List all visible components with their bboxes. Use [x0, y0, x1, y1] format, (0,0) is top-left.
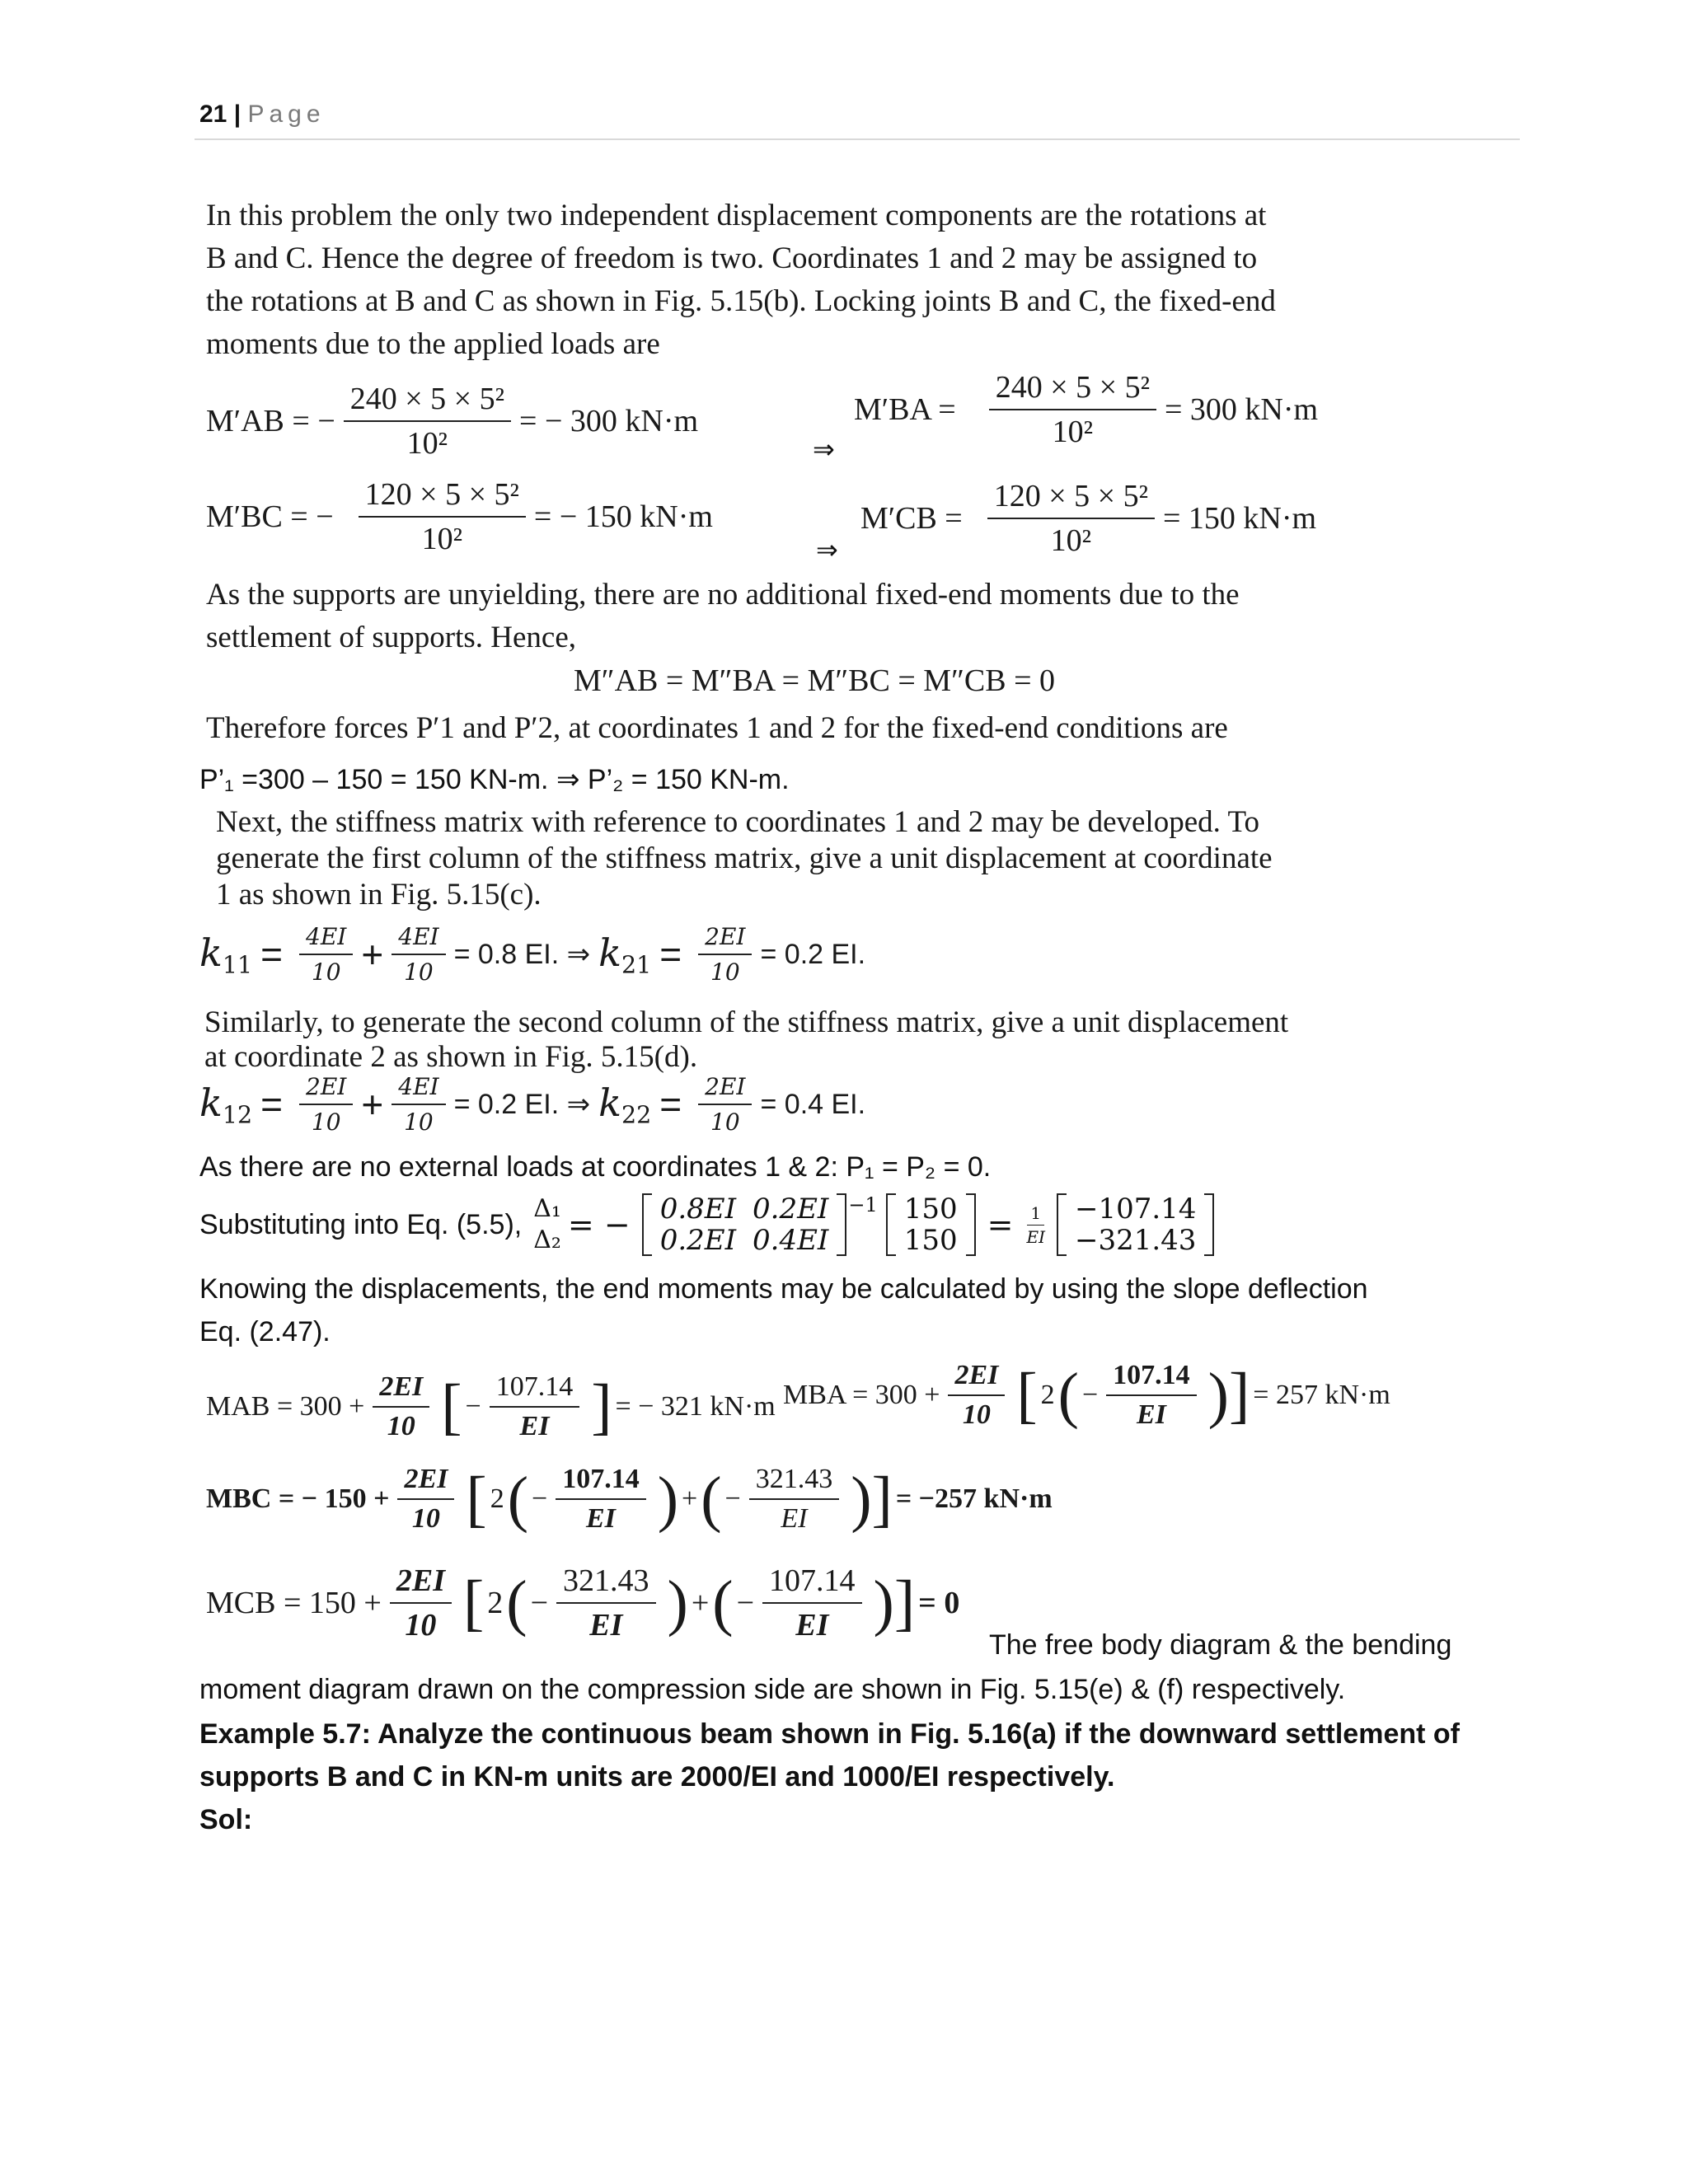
external-loads-line: As there are no external loads at coordinates 1 & 2: P₁ = P₂ = 0.: [199, 1151, 992, 1183]
mbc-equation: MBC = − 150 + $\frac{2EI}{10}$ [ 2 ( − $\frac{107.14}{EI}$ ) + ( − $\frac{321.43}{EI}$ )] = −257 kN·m: [206, 1464, 1053, 1534]
zero-moments-equation: [574, 663, 1055, 699]
inverse-exponent: −1: [848, 1193, 878, 1216]
implies-arrow: ⇒: [816, 534, 838, 565]
eq-lhs: M′BC = −: [206, 499, 334, 534]
page-number: 21: [199, 101, 227, 128]
fraction: $\frac{2EI}{10}$: [948, 1360, 1005, 1431]
text-line: In this problem the only two independent displacement components are the rotations at: [206, 199, 1267, 232]
eq-result: = 0.4 EI.: [760, 1088, 866, 1120]
numerator: 120 × 5 × 5²: [987, 478, 1155, 519]
eq-text: M″AB = M″BA = M″BC = M″CB = 0: [574, 663, 1056, 698]
fraction: $\frac{321.43}{EI}$: [749, 1464, 840, 1535]
fraction: $\frac{1}{EI}$: [1026, 1202, 1045, 1247]
eq-result: = 0: [918, 1586, 960, 1620]
eq-lhs: MBC = − 150 +: [206, 1483, 390, 1514]
fraction: $\frac{4EI}{10}$: [392, 1073, 445, 1136]
equals-minus: = −: [567, 1207, 631, 1243]
eq-lhs: M′CB =: [860, 501, 963, 536]
forces-paragraph: Therefore forces P′1 and P′2, at coordinates 1 and 2 for the fixed-end conditions are: [206, 711, 1228, 745]
fem-bc-equation: [206, 476, 713, 557]
intro-paragraph: [206, 194, 1508, 366]
text-line: generate the first column of the stiffness matrix, give a unit displacement at coordinate: [216, 841, 1273, 875]
numerator: 120 × 5 × 5²: [359, 476, 526, 518]
text-line: the rotations at B and C as shown in Fig. 5.15(b). Locking joints B and C, the fixed-end: [206, 284, 1276, 318]
eq-result: = 300 kN·m: [1165, 392, 1319, 427]
header-rule: [195, 138, 1520, 140]
eq-result: = −257 kN·m: [895, 1483, 1053, 1514]
fbd-line-1: The free body diagram & the bending: [989, 1629, 1452, 1661]
text-line: B and C. Hence the degree of freedom is two. Coordinates 1 and 2 may be assigned to: [206, 241, 1258, 275]
fraction: $\frac{2EI}{10}$: [698, 1073, 752, 1136]
text-line: Example 5.7: Analyze the continuous beam shown in Fig. 5.16(a) if the downward settlement of: [199, 1718, 1460, 1750]
fraction: $\frac{107.14}{EI}$: [556, 1464, 646, 1535]
fem-cb-equation: [860, 478, 1316, 559]
displacement-vector: −107.14 −321.43: [1057, 1193, 1214, 1256]
eq-lhs: MAB = 300 +: [206, 1391, 365, 1422]
numerator: 240 × 5 × 5²: [344, 381, 511, 422]
fraction: $\frac{107.14}{EI}$: [762, 1563, 862, 1643]
k11-symbol: $k_{11}$: [199, 930, 253, 979]
k22-symbol: $k_{22}$: [598, 1080, 652, 1129]
equals: =: [987, 1207, 1014, 1243]
numerator: 240 × 5 × 5²: [989, 369, 1156, 410]
fraction: [359, 476, 526, 557]
fraction: $\frac{107.14}{EI}$: [490, 1371, 580, 1442]
eq-lhs: M′BA =: [854, 392, 956, 427]
example-heading: [199, 1713, 1551, 1798]
text-line: Next, the stiffness matrix with reference to coordinates 1 and 2 may be developed. To: [216, 805, 1259, 839]
stiffness-paragraph: [216, 804, 1526, 913]
mab-equation: MAB = 300 + $\frac{2EI}{10}$ [ − $\frac{107.14}{EI}$ ] = − 321 kN·m: [206, 1371, 776, 1441]
k11-equation: $k_{11}$ = $\frac{4EI}{10}$ + $\frac{4EI}{10}$ = 0.8 EI. ⇒ $k_{21}$ = $\frac{2EI}{10}$ = 0.2 EI.: [199, 923, 866, 986]
denominator: 10²: [406, 426, 448, 461]
fem-ba-equation: [854, 369, 1318, 450]
fraction: $\frac{2EI}{10}$: [299, 1073, 353, 1136]
denominator: 10²: [1052, 415, 1094, 449]
eq-lhs: MBA = 300 +: [783, 1380, 940, 1410]
page-word: Page: [247, 101, 326, 128]
eq-result: = − 150 kN·m: [533, 499, 713, 534]
subst-lead: Substituting into Eq. (5.5),: [199, 1208, 523, 1240]
fraction: $\frac{4EI}{10}$: [392, 923, 445, 986]
mba-equation: MBA = 300 + $\frac{2EI}{10}$ [ 2 ( − $\frac{107.14}{EI}$ )] = 257 kN·m: [783, 1360, 1390, 1430]
mcb-equation: MCB = 150 + $\frac{2EI}{10}$ [ 2 ( − $\frac{321.43}{EI}$ ) + ( − $\frac{107.14}{EI}$ )] = 0: [206, 1563, 960, 1643]
text-line: moments due to the applied loads are: [206, 327, 660, 361]
eq-lhs: M′AB = −: [206, 404, 335, 438]
substitution-equation: [199, 1193, 1219, 1256]
fraction: $\frac{2EI}{10}$: [698, 923, 752, 986]
header-separator: |: [233, 101, 241, 128]
p-values-line: P’₁ =300 – 150 = 150 KN-m. ⇒ P’₂ = 150 KN-m.: [199, 764, 790, 795]
force-vector: 150 150: [886, 1193, 976, 1256]
fraction: $\frac{321.43}{EI}$: [556, 1563, 656, 1643]
k12-equation: $k_{12}$ = $\frac{2EI}{10}$ + $\frac{4EI}{10}$ = 0.2 EI. ⇒ $k_{22}$ = $\frac{2EI}{10}$ = 0.4 EI.: [199, 1073, 866, 1136]
denominator: 10²: [421, 522, 462, 556]
delta-vector: Δ₁ Δ₂: [533, 1194, 561, 1254]
implies-arrow: ⇒: [813, 434, 835, 465]
supports-paragraph: [206, 574, 1508, 659]
eq-result: = − 300 kN·m: [519, 404, 699, 438]
text-line: As the supports are unyielding, there are no additional fixed-end moments due to the: [206, 578, 1240, 612]
solution-label: Sol:: [199, 1804, 253, 1835]
stiffness-matrix: 0.8EI 0.2EI 0.2EI 0.4EI: [642, 1193, 847, 1256]
eq-lhs: MCB = 150 +: [206, 1586, 382, 1620]
fraction: [987, 478, 1155, 559]
fraction: [344, 381, 511, 462]
fbd-line-2: moment diagram drawn on the compression side are shown in Fig. 5.15(e) & (f) respectively.: [199, 1674, 1346, 1705]
text-line: supports B and C in KN-m units are 2000/EI and 1000/EI respectively.: [199, 1761, 1115, 1793]
eq-result: = 150 kN·m: [1163, 501, 1317, 536]
eq-result: = 0.2 EI.: [760, 938, 866, 970]
eq-result: = 0.2 EI. ⇒: [453, 1089, 591, 1120]
fraction: [989, 369, 1156, 450]
text-line: Similarly, to generate the second column of the stiffness matrix, give a unit displacement: [204, 1005, 1289, 1039]
knowing-paragraph: [199, 1268, 1535, 1353]
k21-symbol: $k_{21}$: [598, 930, 652, 979]
fraction: $\frac{2EI}{10}$: [373, 1371, 429, 1442]
denominator: 10²: [1050, 523, 1092, 558]
eq-result: = − 321 kN·m: [615, 1391, 776, 1422]
text-line: 1 as shown in Fig. 5.15(c).: [216, 878, 542, 912]
page-header: [199, 101, 326, 129]
fraction: $\frac{107.14}{EI}$: [1106, 1360, 1197, 1431]
text-line: Eq. (2.47).: [199, 1316, 331, 1347]
fraction: $\frac{2EI}{10}$: [397, 1464, 454, 1535]
fraction: $\frac{2EI}{10}$: [390, 1563, 452, 1643]
text-line: at coordinate 2 as shown in Fig. 5.15(d).: [204, 1040, 698, 1074]
eq-result: = 257 kN·m: [1253, 1380, 1390, 1410]
eq-result: = 0.8 EI. ⇒: [453, 939, 591, 970]
k12-symbol: $k_{12}$: [199, 1080, 253, 1129]
second-column-paragraph: [204, 1005, 1523, 1075]
text-line: settlement of supports. Hence,: [206, 621, 577, 654]
fraction: $\frac{4EI}{10}$: [299, 923, 353, 986]
fem-ab-equation: [206, 381, 698, 462]
text-line: Knowing the displacements, the end moments may be calculated by using the slope deflection: [199, 1273, 1368, 1305]
